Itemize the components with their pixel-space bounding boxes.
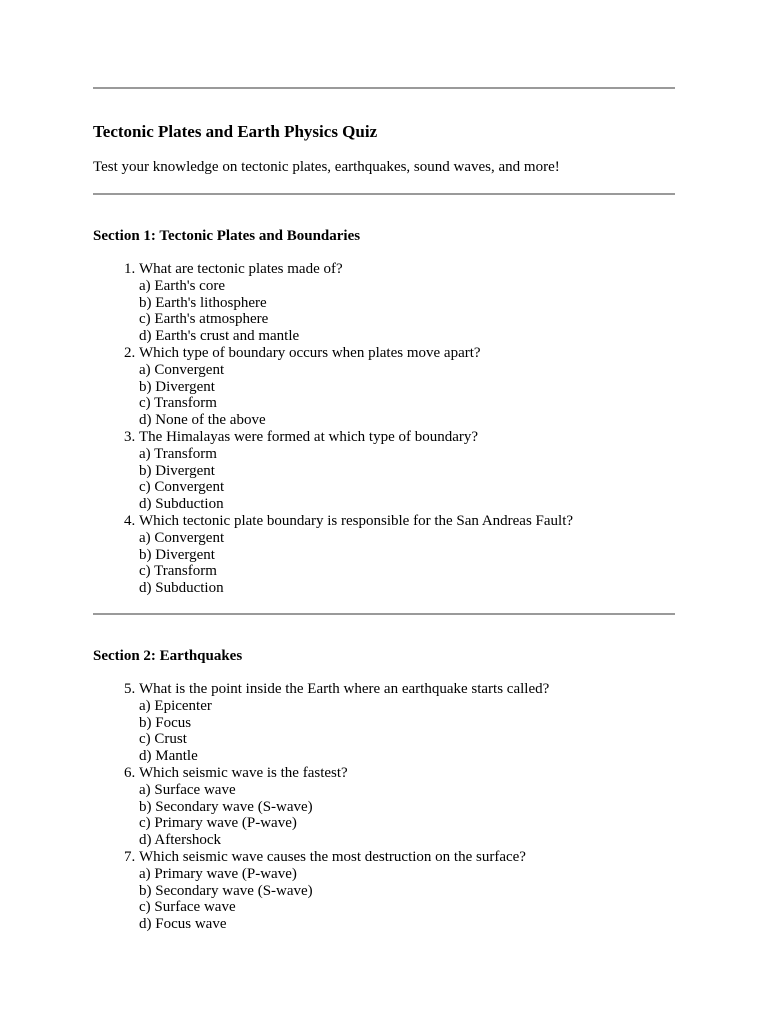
page-title: Tectonic Plates and Earth Physics Quiz	[93, 122, 378, 141]
question-item	[139, 681, 675, 765]
top-divider	[93, 87, 675, 89]
question-text: 6. Which seismic wave is the fastest?	[139, 764, 348, 781]
answer-option: b) Earth's lithosphere	[139, 294, 267, 311]
answer-option: c) Primary wave (P-wave)	[139, 815, 297, 832]
intro-text: Test your knowledge on tectonic plates, earthquakes, sound waves, and more!	[93, 159, 560, 175]
question-item	[139, 849, 675, 933]
answer-option: b) Focus	[139, 714, 192, 731]
question-text: 4. Which tectonic plate boundary is responsible for the San Andreas Fault?	[139, 512, 574, 529]
answer-option: d) Aftershock	[139, 832, 222, 849]
section-2	[93, 647, 675, 933]
answer-option: d) Subduction	[139, 580, 224, 597]
answer-option: c) Earth's atmosphere	[139, 311, 269, 328]
answer-option: b) Divergent	[139, 378, 215, 395]
question-text: 7. Which seismic wave causes the most destruction on the surface?	[139, 848, 526, 865]
answer-option: a) Earth's core	[139, 277, 225, 294]
section-1	[93, 227, 675, 597]
answer-option: b) Secondary wave (S-wave)	[139, 882, 313, 899]
answer-option: b) Divergent	[139, 546, 215, 563]
answer-option: d) Mantle	[139, 748, 198, 765]
answer-option: b) Secondary wave (S-wave)	[139, 798, 313, 815]
divider	[93, 193, 675, 195]
answer-option: c) Crust	[139, 731, 187, 748]
question-text: 2. Which type of boundary occurs when plates move apart?	[139, 344, 481, 361]
question-item	[139, 261, 675, 345]
answer-option: c) Transform	[139, 563, 217, 580]
question-text: 3. The Himalayas were formed at which type of boundary?	[139, 428, 479, 445]
answer-option: c) Surface wave	[139, 899, 236, 916]
answer-option: c) Transform	[139, 395, 217, 412]
quiz-document	[93, 87, 675, 949]
answer-option: a) Convergent	[139, 361, 225, 378]
question-list	[93, 261, 675, 597]
answer-option: d) Focus wave	[139, 916, 227, 933]
answer-option: d) Earth's crust and mantle	[139, 328, 300, 345]
answer-option: a) Epicenter	[139, 697, 212, 714]
question-list	[93, 681, 675, 933]
question-text: 1. What are tectonic plates made of?	[139, 261, 343, 277]
question-item	[139, 345, 675, 429]
answer-option: c) Convergent	[139, 479, 225, 496]
answer-option: d) Subduction	[139, 496, 224, 513]
answer-option: a) Surface wave	[139, 781, 236, 798]
answer-option: a) Primary wave (P-wave)	[139, 865, 297, 882]
question-item	[139, 765, 675, 849]
section-heading: Section 1: Tectonic Plates and Boundaries	[93, 228, 361, 244]
question-item	[139, 513, 675, 597]
answer-option: b) Divergent	[139, 462, 215, 479]
answer-option: a) Transform	[139, 445, 217, 462]
answer-option: d) None of the above	[139, 412, 266, 429]
section-heading: Section 2: Earthquakes	[93, 647, 243, 664]
divider	[93, 613, 675, 615]
answer-option: a) Convergent	[139, 529, 225, 546]
question-item	[139, 429, 675, 513]
question-text: 5. What is the point inside the Earth where an earthquake starts called?	[139, 680, 550, 697]
